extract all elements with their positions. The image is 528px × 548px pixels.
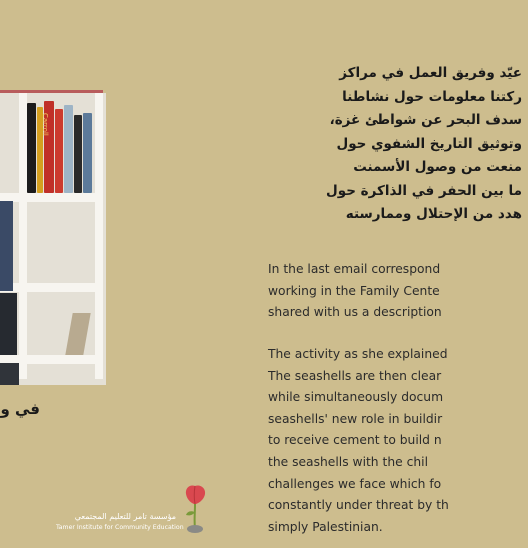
- book-spine: [55, 109, 63, 193]
- english-line: while simultaneously docum: [268, 390, 444, 405]
- arabic-paragraph: [262, 62, 522, 227]
- logo-arabic-text: مؤسسة تامر للتعليم المجتمعي: [74, 512, 176, 521]
- english-line: The seashells are then clear: [268, 368, 442, 383]
- english-line: seashells' new role in buildir: [268, 411, 443, 426]
- dark-object: [0, 293, 17, 355]
- book-spine-title: Carroll: [41, 113, 49, 136]
- english-line: challenges we face which fo: [268, 476, 442, 491]
- bookshelf-photo: [0, 90, 103, 382]
- arabic-line: هدد من الإحتلال وممارسته: [345, 206, 522, 222]
- arabic-line: وتوثيق التاريخ الشفوي حول: [336, 135, 522, 152]
- english-paragraph-2: [268, 344, 528, 538]
- book-spine: [74, 115, 82, 193]
- dark-object: [0, 363, 19, 385]
- arabic-line: عيّد وفريق العمل في مراكز: [339, 65, 522, 81]
- photo-caption: في و: [0, 400, 40, 418]
- english-line: constantly under threat by th: [268, 498, 449, 513]
- english-paragraph-1: [268, 259, 528, 324]
- tamer-flower-logo-icon: [180, 482, 210, 534]
- english-line: In the last email correspond: [268, 262, 441, 276]
- arabic-line: ما بين الحفر في الذاكرة حول: [326, 182, 522, 199]
- book-spine: [64, 105, 73, 193]
- arabic-line: منعت من وصول الأسمنت: [353, 159, 522, 175]
- english-line: to receive cement to build n: [268, 433, 442, 448]
- dark-object: [0, 201, 13, 291]
- book-spine: [83, 113, 92, 193]
- arabic-line: سدف البحر عن شواطئ غزة،: [329, 112, 522, 128]
- english-line: simply Palestinian.: [268, 519, 383, 534]
- logo-english-text: Tamer Institute for Community Education: [56, 524, 184, 531]
- book-spine: [27, 103, 36, 193]
- english-line: working in the Family Cente: [268, 283, 440, 298]
- english-line: The activity as she explained: [268, 347, 448, 361]
- english-line: shared with us a description: [268, 305, 442, 320]
- english-line: the seashells with the chil: [268, 454, 428, 469]
- arabic-line: ركتنا معلومات حول نشاطنا: [342, 88, 522, 105]
